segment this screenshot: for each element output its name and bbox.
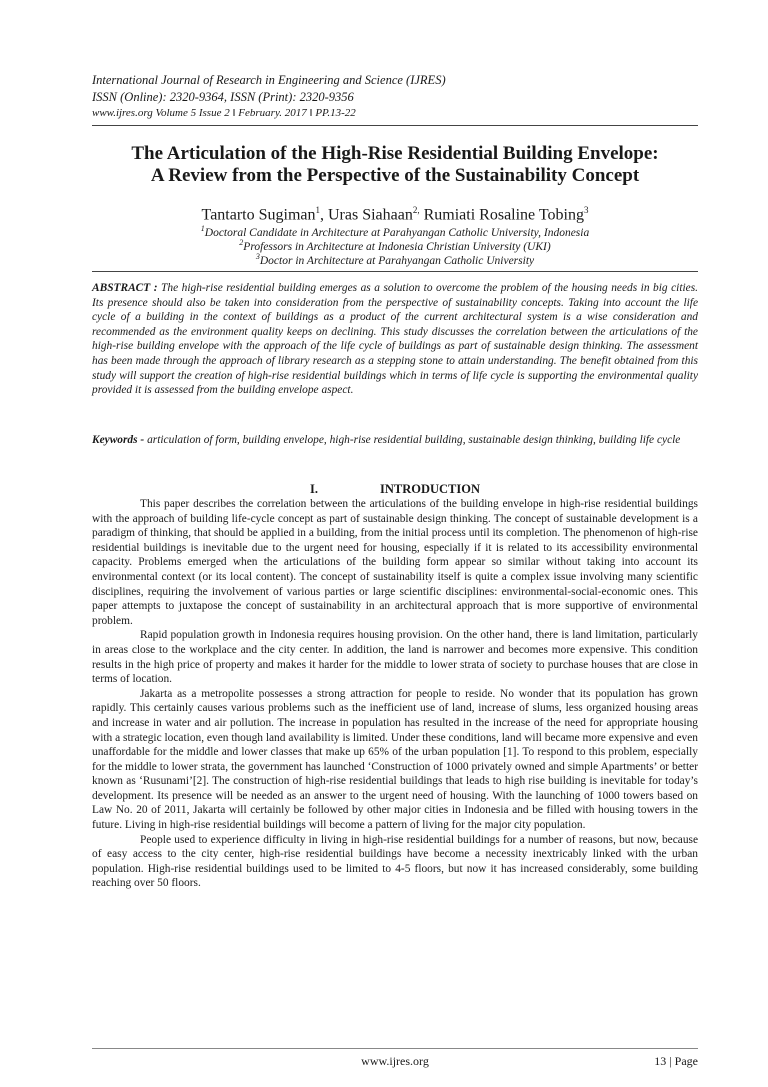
paragraph: This paper describes the correlation between the articulations of the building envelope in high-rise residential buildings with the approach of building life-cycle concept as part of sustainable design thinking. The concept of sustainable development is a paradigm of thinking, that should be applied in a building, from the initial process until its completion. The phenomenon of high-rise residential buildings is inevitable due to the urgent need for housing, especially if it is related to its accessibility environmental capacity. Problems emerged when the articulations of the building form appear so similar without taking into account its environmental context (or its local content). The concept of sustainability itself is quite a complex issue involving many scientific disciplines, requiring the involvement of various parties or large scientific disciplines: environmental-social-economic ones. This paper attempts to juxtapose the concept of sustainability in an architectural approach that is more supportive of environmental problem. — [92, 498, 698, 627]
author-name: Rumiati Rosaline Tobing — [423, 206, 584, 224]
keywords-text: articulation of form, building envelope, high-rise residential building, sustainable design thinking, building life cycle — [147, 434, 681, 446]
affiliation-text: Doctoral Candidate in Architecture at Parahyangan Catholic University, Indonesia — [204, 226, 590, 239]
author-name: Uras Siahaan — [328, 206, 413, 224]
abstract-divider — [92, 271, 698, 272]
section-title: INTRODUCTION — [379, 482, 480, 496]
keywords — [92, 433, 698, 448]
title-line-1: The Articulation of the High-Rise Residential Building Envelope: — [131, 143, 659, 164]
affiliation-sup: 2 — [239, 238, 244, 247]
body-text — [92, 497, 698, 891]
journal-header — [92, 72, 692, 121]
author-separator: , — [320, 206, 328, 224]
section-heading — [92, 481, 698, 497]
author-sup: 2, — [412, 205, 420, 215]
abstract — [92, 281, 698, 398]
journal-volume-info: www.ijres.org Volume 5 Issue 2 ǁ February. 2017 ǁ PP.13-22 — [92, 107, 356, 119]
header-divider — [92, 125, 698, 126]
journal-name: International Journal of Research in Engineering and Science (IJRES) — [92, 73, 446, 87]
affiliation-text: Professors in Architecture at Indonesia Christian University (UKI) — [243, 240, 551, 253]
affiliation-sup: 3 — [255, 252, 260, 261]
paragraph: People used to experience difficulty in living in high-rise residential buildings for a number of reasons, but now, because of easy access to the city center, high-rise residential buildings have become a necessity inextricably linked with the urban population. High-rise residential buildings used to be limited to 4-5 floors, but now it has increased considerably, some building reaching over 50 floors. — [92, 833, 698, 890]
author-sup: 3 — [583, 205, 589, 215]
footer-page-number: 13 | Page — [654, 1054, 698, 1068]
affiliation-3 — [92, 250, 698, 268]
affiliation-text: Doctor in Architecture at Parahyangan Catholic University — [259, 254, 535, 267]
author-name: Tantarto Sugiman — [201, 206, 316, 224]
author-sup: 1 — [315, 205, 320, 215]
title-line-2: A Review from the Perspective of the Sustainability Concept — [150, 165, 640, 186]
footer-website: www.ijres.org — [361, 1054, 429, 1068]
abstract-label: ABSTRACT : — [92, 282, 162, 294]
paper-title — [92, 143, 698, 187]
section-number: I. — [309, 482, 318, 496]
affiliation-sup: 1 — [200, 224, 205, 233]
paragraph: Jakarta as a metropolite possesses a strong attraction for people to reside. No wonder that its population has grown rapidly. This certainly causes various problems such as the inefficient use of land, increase of slums, less organized housing areas and increase in water and air pollution. The increase in population has resulted in the increase of the need for appropriate housing with a strategic location, even though land availability is limited. Under these conditions, land will became more expensive and even unaffordable for the middle and lower classes that make up 65% of the urban population [1]. To respond to this problem, especially for the middle to lower strata, the government has launched ‘Construction of 1000 privately owned and simple Apartments’ or better known as ‘Rusunami’[2]. The construction of high-rise residential buildings that leads to high rise building is inevitable for today’s development. Its presence will be needed as an answer to the urgent need of housing. With the launching of 1000 towers based on Law No. 20 of 2011, Jakarta will certainly be followed by other major cities in Indonesia and be filled with housing towers in the future. Living in high-rise residential buildings will become a pattern of living for the major city population. — [92, 687, 698, 832]
paragraph: Rapid population growth in Indonesia requires housing provision. On the other hand, there is land limitation, particularly in areas close to the workplace and the city center. In addition, the land is narrower and becomes more expensive. This condition results in the high price of property and makes it harder for the middle to lower strata of society to purchase houses that are close in terms of location. — [92, 629, 698, 686]
footer-divider — [92, 1048, 698, 1049]
keywords-label: Keywords - — [92, 434, 148, 446]
journal-issn: ISSN (Online): 2320-9364, ISSN (Print): 2320-9356 — [92, 90, 354, 104]
abstract-text: The high-rise residential building emerges as a solution to overcome the problem of the housing needs in big cities. Its presence should also be taken into consideration from the perspective of sustainability concepts. Taking into account the life cycle of a building in the context of buildings as a product of the current architectural system is a wise consideration and recommended as the environment quality keeps on declining. This study discusses the correlation between the articulations of the high-rise building envelope with the approach of the life cycle of buildings as part of sustainable design thinking. The assessment has been made through the approach of library research as a stepping stone to attain understanding. The benefit obtained from this study will support the creation of high-rise residential buildings which in terms of life cycle is supporting the environmental quality provided it is assessed from the building envelope aspect. — [92, 282, 698, 397]
